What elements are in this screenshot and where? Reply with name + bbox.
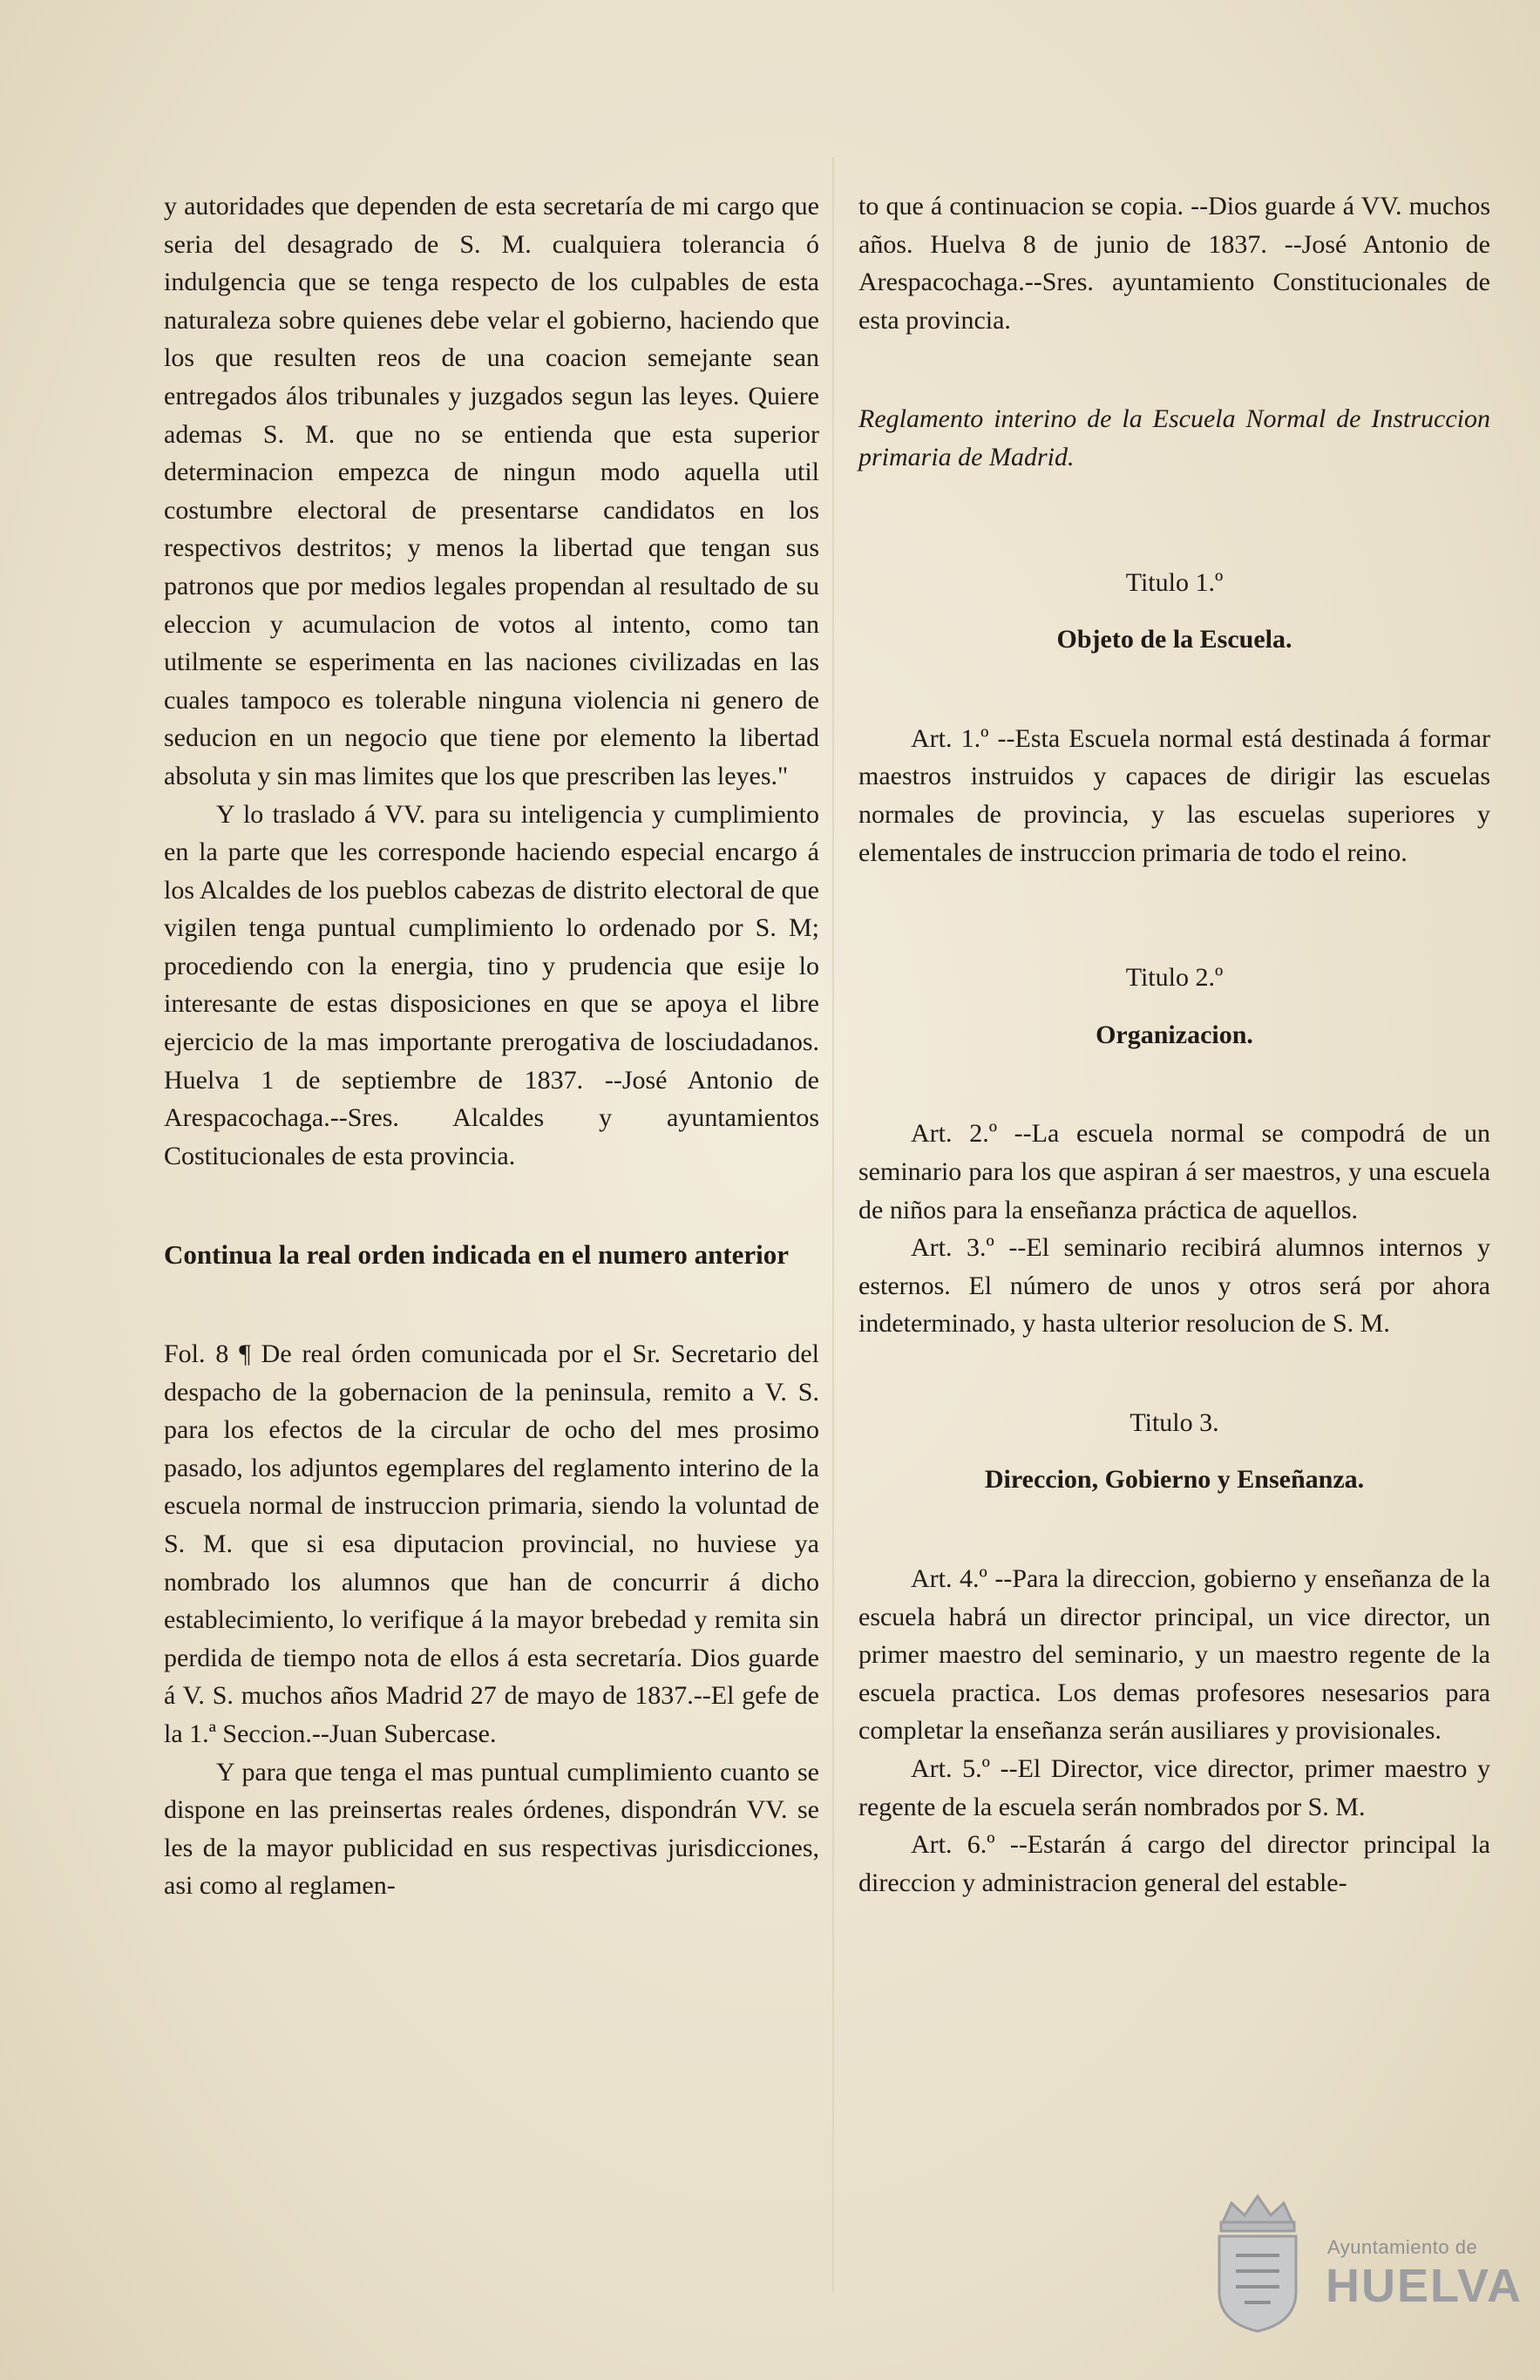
ayuntamiento-huelva-logo — [1197, 2187, 1523, 2336]
left-paragraph-4: Y para que tenga el mas puntual cumplimiento cuanto se dispone en las preinsertas reales órdenes, dispondrán VV. se les de la mayor publicidad en sus respectivas jurisdicciones, asi como al reglamen- — [164, 1757, 819, 1901]
left-paragraph-3: Fol. 8 ¶ De real órden comunicada por el Sr. Secretario del despacho de la gobernacion de la peninsula, remito a V. S. para los efectos de la circular de ocho del mes prosimo pasado, los adjuntos egemplares del reglamento interino de la escuela normal de instruccion primaria, siendo la voluntad de S. M. que si esa diputacion provincial, no huviese ya nombrado los alumnos que han de concurrir á dicho establecimiento, lo verifique á la mayor brebedad y remita sin perdida de tiempo nota de ellos á esta secretaría. Dios guarde á V. S. muchos años Madrid 27 de mayo de 1837.--El gefe de la 1.ª Seccion.--Juan Subercase. — [164, 1339, 819, 1748]
right-column — [858, 187, 1490, 1902]
article-2: Art. 2.º --La escuela normal se compodrá de un seminario para los que aspiran á ser maestros, y una escuela de niños para la enseñanza práctica de aquellos. — [858, 1119, 1490, 1224]
titulo-1: Titulo 1.º — [1125, 567, 1224, 597]
right-paragraph-1: to que á continuacion se copia. --Dios guarde á VV. muchos años. Huelva 8 de junio de 1837. --José Antonio de Arespacochaga.--Sres. ayuntamiento Constitucionales de esta provincia. — [858, 192, 1490, 335]
article-3: Art. 3.º --El seminario recibirá alumnos internos y esternos. El número de unos y otros será por ahora indeterminado, y hasta ulterior resolucion de S. M. — [858, 1233, 1490, 1339]
titulo-2: Titulo 2.º — [1125, 963, 1224, 993]
page-fold — [832, 157, 834, 2292]
logo-name: HUELVA — [1326, 2260, 1523, 2312]
article-4: Art. 4.º --Para la direccion, gobierno y enseñanza de la escuela habrá un director principal, un vice director, un primer maestro del seminario, y un maestro regente de la escuela practica. Los demas profesores nesesarios para completar la enseñanza serán ausiliares y provisionales. — [858, 1564, 1490, 1746]
titulo-3: Titulo 3. — [1130, 1407, 1219, 1437]
crown-shield-icon — [1197, 2187, 1319, 2336]
left-paragraph-2: Y lo traslado á VV. para su inteligencia y cumplimiento en la parte que les corresponde haciendo especial encargo á los Alcaldes de los pueblos cabezas de distrito electoral de que vigilen tenga puntual cumplimiento lo ordenado por S. M; procediendo con la energia, tino y prudencia que esije lo interesante de estas disposiciones en que se apoya el libre ejercicio de la mas importante prerogativa de losciudadanos. Huelva 1 de septiembre de 1837. --José Antonio de Arespacochaga.--Sres. Alcaldes y ayuntamientos Costitucionales de esta provincia. — [164, 799, 819, 1170]
reglamento-title: Reglamento interino de la Escuela Normal de Instruccion primaria de Madrid. — [858, 404, 1490, 471]
section-heading: Continua la real orden indicada en el numero anterior — [164, 1239, 790, 1271]
logo-caption: Ayuntamiento de — [1327, 2236, 1478, 2258]
article-1: Art. 1.º --Esta Escuela normal está destinada á formar maestros instruidos y capaces de dirigir las escuelas normales de provincia, y las escuelas superiores y elementales de instruccion primaria de todo el reino. — [858, 723, 1490, 867]
titulo-3-subtitle: Direccion, Gobierno y Enseñanza. — [984, 1465, 1365, 1495]
left-paragraph-1: y autoridades que dependen de esta secretaría de mi cargo que seria del desagrado de S. M. cualquiera tolerancia ó indulgencia que se tenga respecto de los culpables de esta naturaleza sobre quienes debe velar el gobierno, haciendo que los que resulten reos de una coacion semejante sean entregados álos tribunales y juzgados segun las leyes. Quiere ademas S. M. que no se entienda que esta superior determinacion empezca de ningun modo aquella util costumbre electoral de presentarse candidatos en los respectivos destritos; y menos la libertad que tengan sus patronos que por medios legales propendan al resultado de su eleccion y acumulacion de votos al intento, como tan utilmente se esperimenta en las naciones civilizadas en las cuales tampoco es tolerable ninguna violencia ni genero de seducion en un negocio que tiene por elemento la libertad absoluta y sin mas limites que los que prescriben las leyes." — [164, 192, 819, 790]
left-column — [164, 187, 819, 1905]
article-5: Art. 5.º --El Director, vice director, primer maestro y regente de la escuela serán nombrados por S. M. — [858, 1754, 1490, 1821]
titulo-1-subtitle: Objeto de la Escuela. — [1056, 625, 1292, 654]
titulo-2-subtitle: Organizacion. — [1096, 1020, 1253, 1049]
article-6: Art. 6.º --Estarán á cargo del director principal la direccion y administracion general del estable- — [858, 1830, 1490, 1897]
